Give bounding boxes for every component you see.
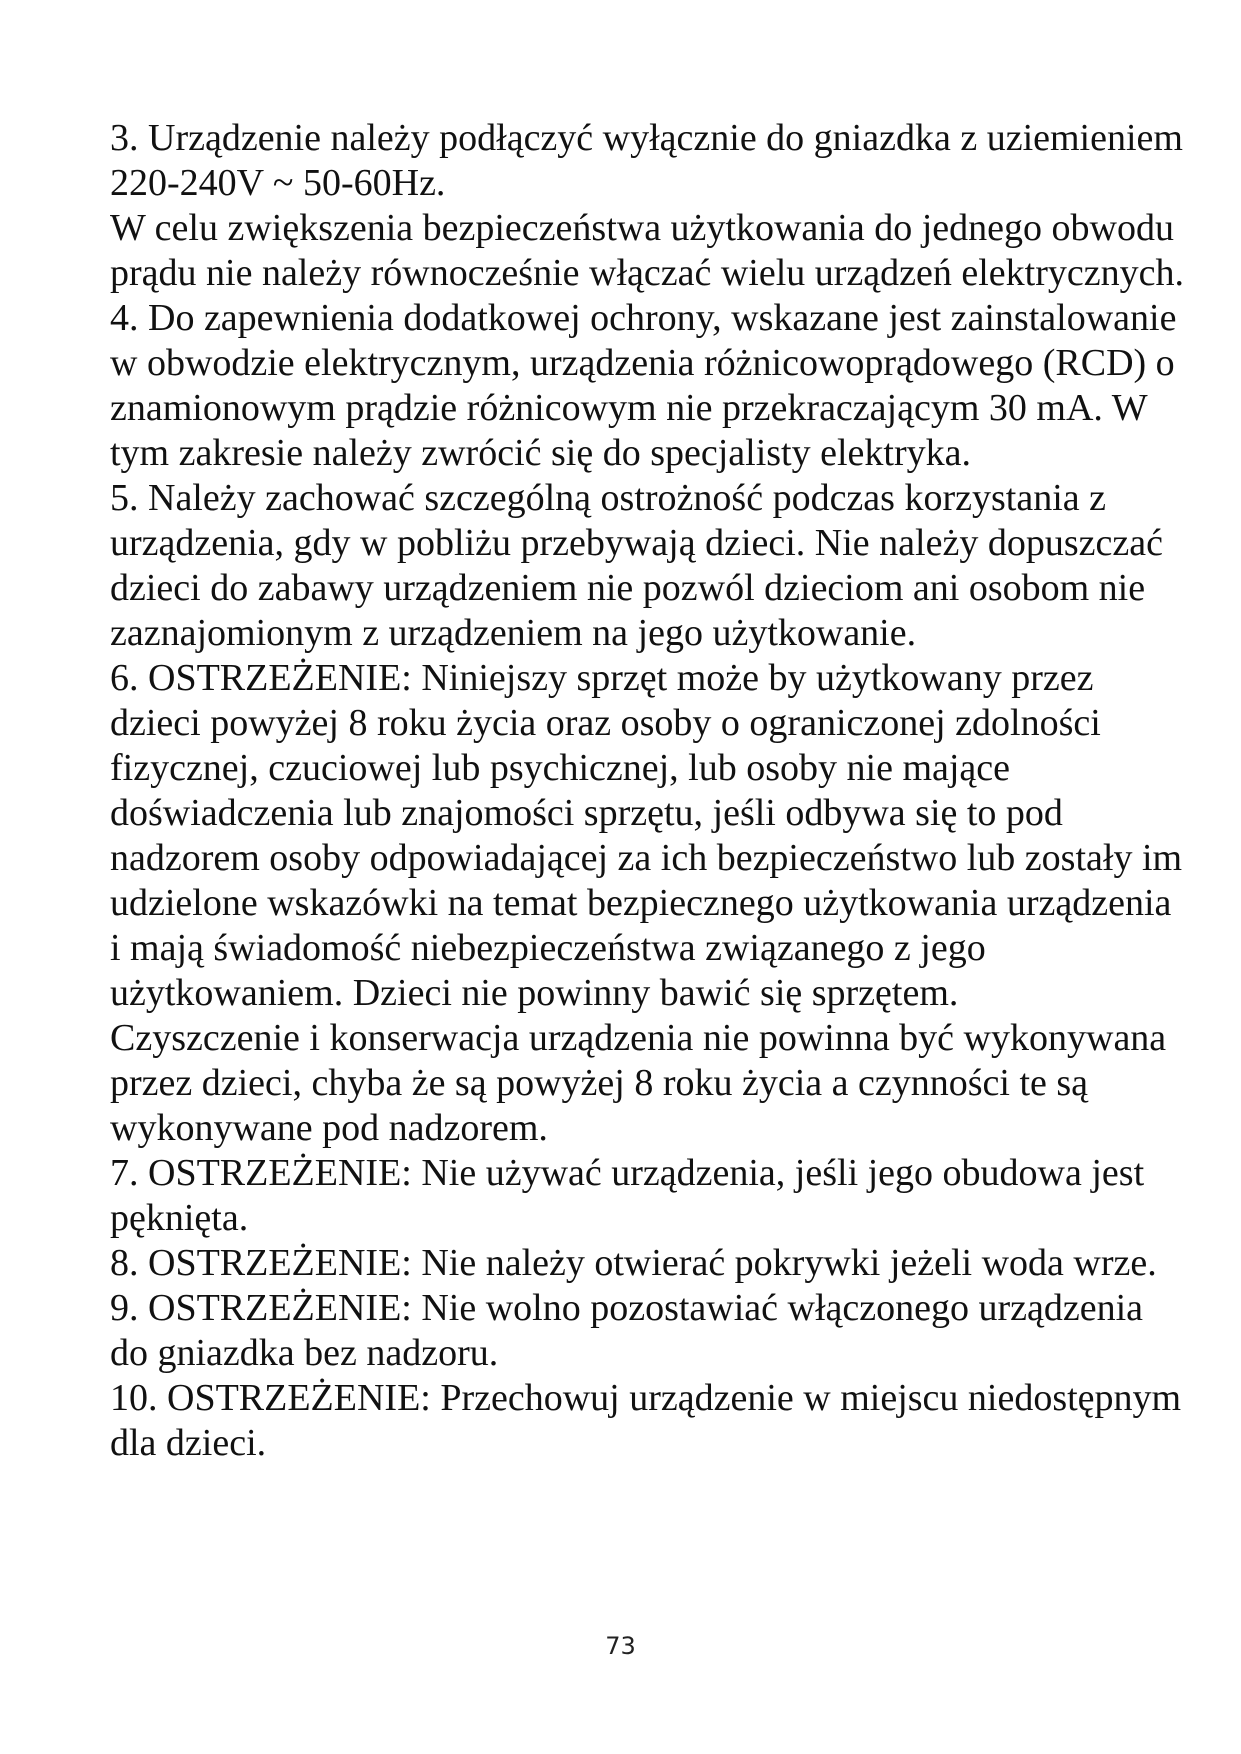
paragraph-item-3: 3. Urządzenie należy podłączyć wyłącznie do gniazdka z uziemieniem 220-240V ~ 50-60Hz.: [110, 117, 1183, 204]
paragraph-circuit-note: W celu zwiększenia bezpieczeństwa użytkowania do jednego obwodu prądu nie należy równocześnie włączać wielu urządzeń elektrycznych.: [110, 207, 1184, 294]
paragraph-item-10: 10. OSTRZEŻENIE: Przechowuj urządzenie w miejscu niedostępnym dla dzieci.: [110, 1377, 1182, 1464]
document-body: [110, 116, 1190, 1466]
paragraph-item-4: 4. Do zapewnienia dodatkowej ochrony, wskazane jest zainstalowanie w obwodzie elektrycznym, urządzenia różnicowoprądowego (RCD) o znamionowym prądzie różnicowym nie przekraczającym 30 mA. W tym zakresie należy zwrócić się do specjalisty elektryka.: [110, 297, 1177, 474]
paragraph-cleaning-note: Czyszczenie i konserwacja urządzenia nie powinna być wykonywana przez dzieci, chyba że są powyżej 8 roku życia a czynności te są wykonywane pod nadzorem.: [110, 1017, 1167, 1149]
paragraph-item-8: 8. OSTRZEŻENIE: Nie należy otwierać pokrywki jeżeli woda wrze.: [110, 1242, 1157, 1284]
page-number: 73: [605, 1632, 636, 1660]
paragraph-item-9: 9. OSTRZEŻENIE: Nie wolno pozostawiać włączonego urządzenia do gniazdka bez nadzoru.: [110, 1287, 1144, 1374]
paragraph-item-6: 6. OSTRZEŻENIE: Niniejszy sprzęt może by użytkowany przez dzieci powyżej 8 roku życia oraz osoby o ograniczonej zdolności fizycznej, czuciowej lub psychicznej, lub osoby nie mające doświadczenia lub znajomości sprzętu, jeśli odbywa się to pod nadzorem osoby odpowiadającej za ich bezpieczeństwo lub zostały im udzielone wskazówki na temat bezpiecznego użytkowania urządzenia i mają świadomość niebezpieczeństwa związanego z jego użytkowaniem. Dzieci nie powinny bawić się sprzętem.: [110, 657, 1183, 1014]
paragraph-item-5: 5. Należy zachować szczególną ostrożność podczas korzystania z urządzenia, gdy w pobliżu przebywają dzieci. Nie należy dopuszczać dzieci do zabawy urządzeniem nie pozwól dzieciom ani osobom nie zaznajomionym z urządzeniem na jego użytkowanie.: [110, 477, 1163, 654]
paragraph-item-7: 7. OSTRZEŻENIE: Nie używać urządzenia, jeśli jego obudowa jest pęknięta.: [110, 1152, 1145, 1239]
